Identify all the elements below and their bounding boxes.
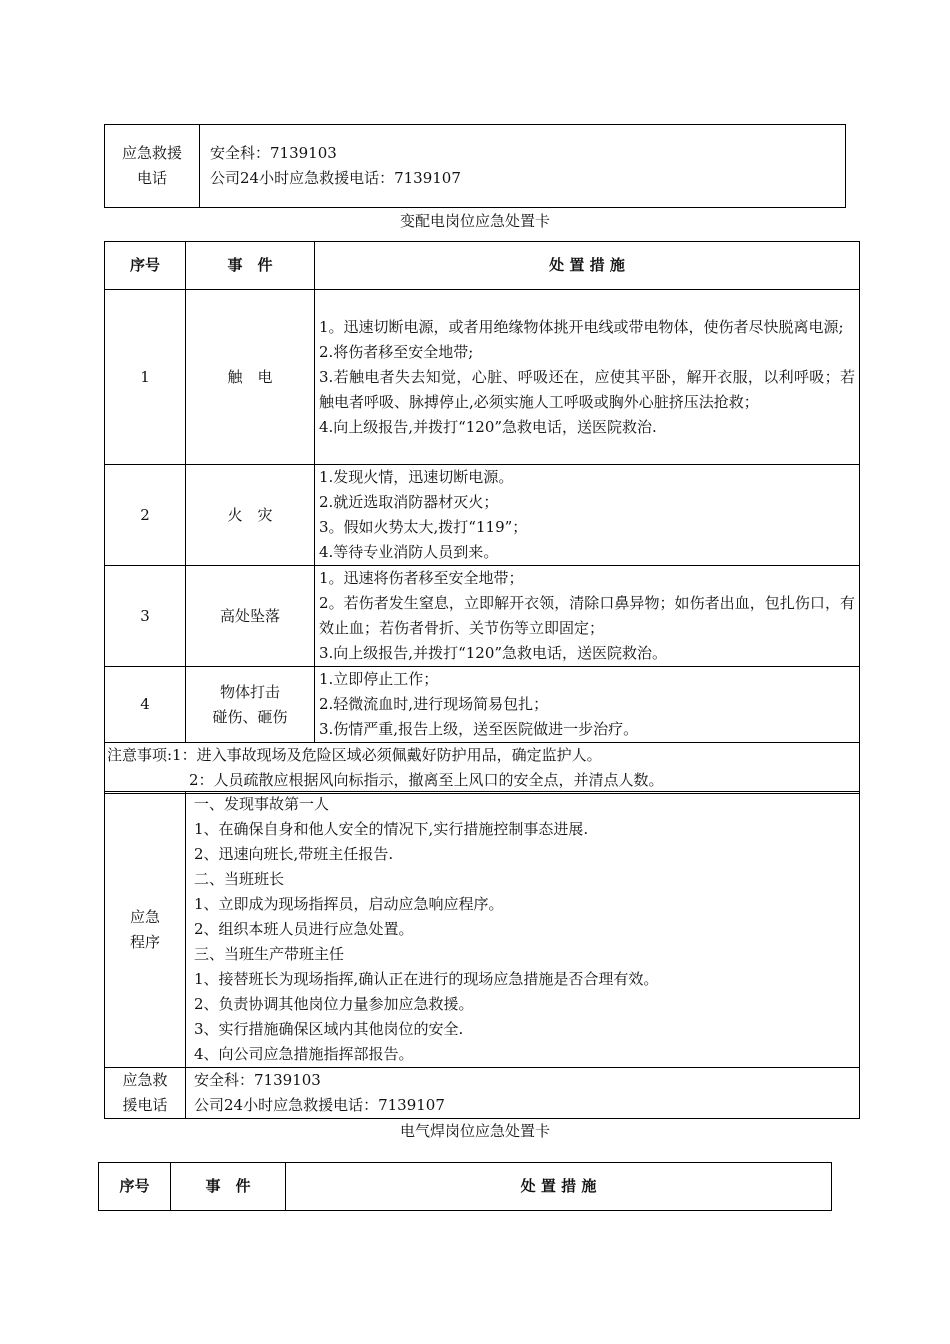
row-event: 火 灾 [186,465,315,566]
top-contact-table [104,124,846,208]
row-event: 高处坠落 [186,566,315,667]
notes: 注意事项:1：进入事故现场及危险区域必须佩戴好防护用品，确定监护人。 2：人员疏散应根据风向标指示，撤离至上风口的安全点，并清点人数。 [105,743,860,794]
row-measures: 1。迅速切断电源，或者用绝缘物体挑开电线或带电物体，使伤者尽快脱离电源; 2.将伤者移至安全地带; 3.若触电者失去知觉，心脏、呼吸还在，应使其平卧，解开衣服，以利呼吸；若触电者呼吸、脉搏停止,必须实施人工呼吸或胸外心脏挤压法抢救； 4.向上级报告,并拨打“120”急救电话，送医院救治. [315,290,860,465]
contact-lines: 安全科：7139103 公司24小时应急救援电话：7139107 [186,1068,860,1119]
header-no: 序号 [99,1163,171,1211]
card2-title: 电气焊岗位应急处置卡 [399,1122,550,1140]
table-row [105,667,860,743]
row-event: 触 电 [186,290,315,465]
top-contact-label: 应急救援 电话 [105,125,200,208]
row-no: 1 [105,290,186,465]
header-measures: 处 置 措 施 [315,242,860,290]
card1-title: 变配电岗位应急处置卡 [399,212,550,230]
top-contact-lines: 安全科：7139103 公司24小时应急救援电话：7139107 [200,125,846,208]
row-no: 2 [105,465,186,566]
procedure-steps: 一、发现事故第一人 1、在确保自身和他人安全的情况下,实行措施控制事态进展. 2、迅速向班长,带班主任报告. 二、当班班长 1、立即成为现场指挥员，启动应急响应程序。 2、组织本班人员进行应急处置。 三、当班生产带班主任 1、接替班长为现场指挥,确认正在进行的现场应急措施是否合理有效。 2、负责协调其他岗位力量参加应急救援。 3、实行措施确保区域内其他岗位的安全. 4、向公司应急措施指挥部报告。 [186,792,860,1068]
contact-row [105,1068,860,1119]
card2-table [98,1162,832,1211]
row-no: 3 [105,566,186,667]
card2-header-row [99,1163,832,1211]
table-row [105,290,860,465]
card1-table [104,241,860,794]
row-measures: 1.发现火情，迅速切断电源。 2.就近选取消防器材灭火； 3。假如火势太大,拨打“119”； 4.等待专业消防人员到来。 [315,465,860,566]
row-event: 物体打击 碰伤、砸伤 [186,667,315,743]
row-measures: 1.立即停止工作； 2.轻微流血时,进行现场简易包扎； 3.伤情严重,报告上级，送至医院做进一步治疗。 [315,667,860,743]
procedure-row [105,792,860,1068]
card1-procedure-table [104,791,860,1119]
notes-row [105,743,860,794]
row-no: 4 [105,667,186,743]
contact-label: 应急救 援电话 [105,1068,186,1119]
header-no: 序号 [105,242,186,290]
header-event: 事 件 [186,242,315,290]
table-row [105,465,860,566]
card1-header-row [105,242,860,290]
table-row [105,566,860,667]
header-event: 事 件 [171,1163,286,1211]
row-measures: 1。迅速将伤者移至安全地带； 2。若伤者发生窒息，立即解开衣领，清除口鼻异物；如伤者出血，包扎伤口，有效止血；若伤者骨折、关节伤等立即固定； 3.向上级报告,并拨打“120”急救电话，送医院救治。 [315,566,860,667]
header-measures: 处 置 措 施 [286,1163,832,1211]
procedure-label: 应急 程序 [105,792,186,1068]
